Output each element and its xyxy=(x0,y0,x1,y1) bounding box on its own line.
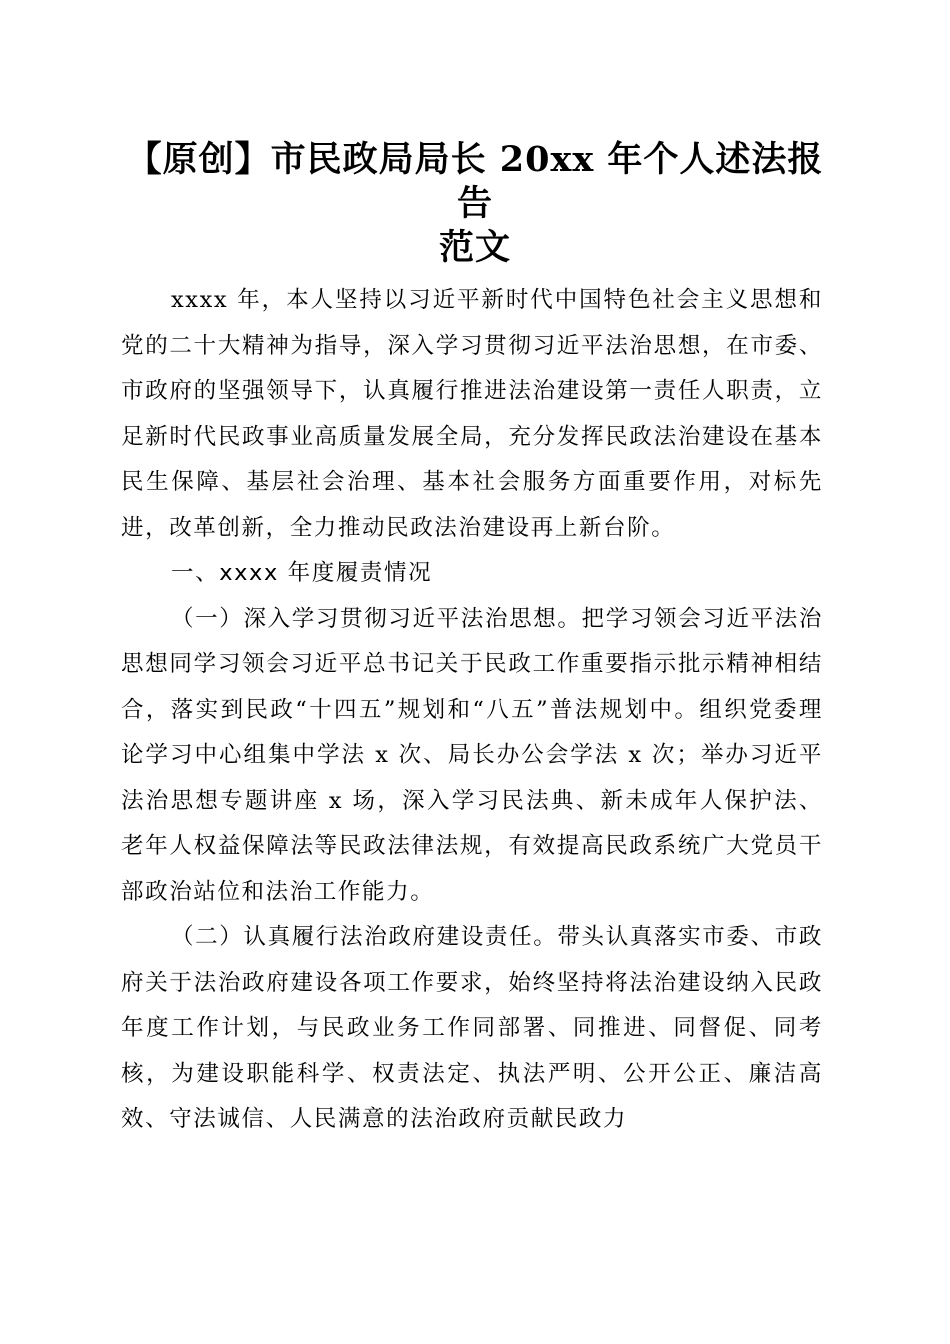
item-1-paragraph xyxy=(121,597,823,916)
intro-paragraph: xxxx 年，本人坚持以习近平新时代中国特色社会主义思想和党的二十大精神为指导，深入学习贯彻习近平法治思想，在市委、市政府的坚强领导下，认真履行推进法治建设第一责任人职责，立足新时代民政事业高质量发展全局，充分发挥民政法治建设在基本民生保障、基层社会治理、基本社会服务方面重要作用，对标先进，改革创新，全力推动民政法治建设再上新台阶。 xyxy=(121,287,823,541)
item-2-lead: （二）认真履行法治政府建设责任。 xyxy=(171,924,558,950)
item-1-lead: （一）深入学习贯彻习近平法治思想。 xyxy=(171,605,582,632)
document-body xyxy=(121,278,823,1143)
title-line-1: 【原创】市民政局局长 20xx 年个人述法报告 xyxy=(126,139,824,224)
document-title xyxy=(120,138,830,270)
item-1-text: 把学习领会习近平法治思想同学习领会习近平总书记关于民政工作重要指示批示精神相结合，落实到民政“十四五”规划和“八五”普法规划中。组织党委理论学习中心组集中学法 x 次、局长办公会学法 x 次；举办习近平法治思想专题讲座 x 场，深入学习民法典、新未成年人保护法、老年人权益保障法等民政法律法规，有效提高民政系统广大党员干部政治站位和法治工作能力。 xyxy=(121,605,823,905)
item-2-text: 带头认真落实市委、市政府关于法治政府建设各项工作要求，始终坚持将法治建设纳入民政年度工作计划，与民政业务工作同部署、同推进、同督促、同考核，为建设职能科学、权责法定、执法严明、公开公正、廉洁高效、守法诚信、人民满意的法治政府贡献民政力 xyxy=(121,924,823,1132)
section-heading: 一、xxxx 年度履责情况 xyxy=(171,560,433,586)
title-line-2: 范文 xyxy=(438,227,511,268)
item-2-paragraph xyxy=(121,915,823,1143)
